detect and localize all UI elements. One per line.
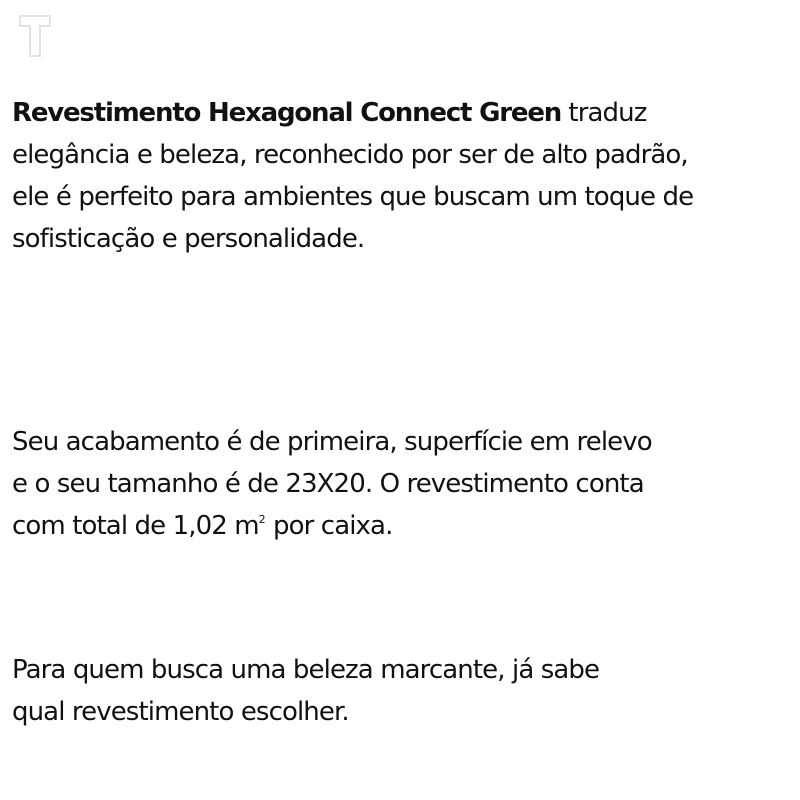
text-line: e o seu tamanho é de 23X20. O revestimento conta bbox=[12, 469, 644, 499]
t-letter-icon bbox=[18, 14, 52, 58]
specifications-paragraph bbox=[12, 421, 652, 547]
text-fragment: por caixa. bbox=[265, 511, 393, 541]
product-name: Revestimento Hexagonal Connect Green bbox=[12, 98, 562, 128]
text-line: sofisticação e personalidade. bbox=[12, 224, 365, 254]
text-fragment: com total de 1,02 m bbox=[12, 511, 259, 541]
closing-paragraph bbox=[12, 649, 599, 733]
text-line: qual revestimento escolher. bbox=[12, 697, 349, 727]
superscript: 2 bbox=[258, 513, 266, 526]
text-line bbox=[12, 92, 693, 134]
text-line: Seu acabamento é de primeira, superfície em relevo bbox=[12, 427, 652, 457]
product-description-paragraph bbox=[12, 92, 693, 260]
text-line bbox=[12, 505, 652, 547]
text-line: Para quem busca uma beleza marcante, já sabe bbox=[12, 655, 600, 685]
text-fragment: traduz bbox=[561, 98, 647, 128]
text-line: elegância e beleza, reconhecido por ser de alto padrão, bbox=[12, 140, 688, 170]
text-line: ele é perfeito para ambientes que buscam um toque de bbox=[12, 182, 694, 212]
